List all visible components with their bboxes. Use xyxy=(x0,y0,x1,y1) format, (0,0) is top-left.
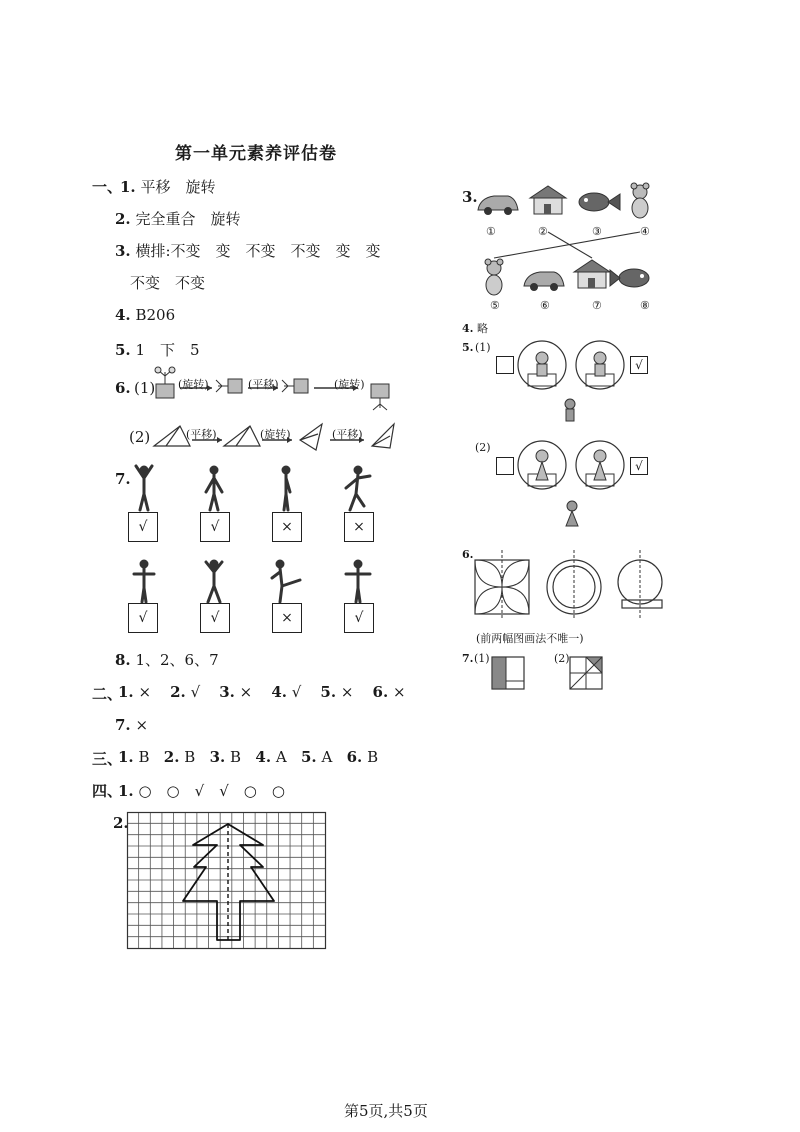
q7-row2-box-2: √ xyxy=(200,603,230,633)
q6-arrow2-label: (平移) xyxy=(248,378,279,391)
section-4-label: 四、 xyxy=(92,782,123,800)
section-2-item-7: 7. × xyxy=(115,716,149,734)
person-hands-head-icon xyxy=(206,561,222,602)
tree-grid-figure xyxy=(127,812,327,950)
q7-row1-box-2: √ xyxy=(200,512,230,542)
bear-icon-2 xyxy=(485,259,503,295)
page-title: 第一单元素养评估卷 xyxy=(175,144,337,164)
right-q5-part2: (2) xyxy=(475,441,491,454)
section-2-answers: 1. × 2. √ 3. × 4. √ 5. × 6. × xyxy=(118,683,406,701)
house-icon xyxy=(530,186,566,214)
q5-figure-2 xyxy=(512,440,632,532)
q7-row2-figures xyxy=(130,560,380,604)
q6-arrow1-label: (旋转) xyxy=(178,378,209,391)
right-q5-num: 5. xyxy=(462,341,474,354)
q7-row1-box-3: × xyxy=(272,512,302,542)
q1-3-cont: 不变 不变 xyxy=(130,274,206,292)
boy-small-icon xyxy=(565,399,575,421)
flowerpot-1-icon xyxy=(155,367,175,398)
fish-icon-2 xyxy=(610,269,649,287)
q7-row2-box-1: √ xyxy=(128,603,158,633)
q1-8: 8. 1、2、6、7 xyxy=(115,651,219,669)
section-4-q1: 1. ○ ○ √ √ ○ ○ xyxy=(118,782,285,800)
match-label-4: ④ xyxy=(640,225,650,238)
q6-arrow3-label: (旋转) xyxy=(334,378,365,391)
person-arms-up-icon xyxy=(136,466,152,510)
q1-5: 5. 1 下 5 xyxy=(115,341,200,359)
section-3-answers: 1. B 2. B 3. B 4. A 5. A 6. B xyxy=(118,748,379,766)
matching-figure xyxy=(474,182,658,312)
match-label-3: ③ xyxy=(592,225,602,238)
q5-check-box-1: √ xyxy=(630,356,648,374)
person-standing-icon xyxy=(206,467,222,510)
q5-figure-1 xyxy=(512,340,632,430)
q1-1: 1. 平移 旋转 xyxy=(120,178,216,196)
right-q3-num: 3. xyxy=(462,188,478,206)
person-arms-out-icon xyxy=(134,561,154,602)
section-1-label: 一、 xyxy=(92,178,123,196)
section-2-label: 二、 xyxy=(92,685,123,703)
right-q7-part2: (2) xyxy=(554,652,570,665)
boy-icon xyxy=(536,352,548,376)
match-label-5: ⑤ xyxy=(490,299,500,312)
match-label-7: ⑦ xyxy=(592,299,602,312)
match-label-1: ① xyxy=(486,225,496,238)
q1-3: 3. 横排:不变 变 不变 不变 变 变 xyxy=(115,242,381,260)
q7-row2-box-4: √ xyxy=(344,603,374,633)
right-q7-num: 7. xyxy=(462,652,474,665)
right-q6-num: 6. xyxy=(462,548,474,561)
q5-check-box-2: √ xyxy=(630,457,648,475)
match-label-6: ⑥ xyxy=(540,299,550,312)
page-footer: 第5页,共5页 xyxy=(344,1102,428,1120)
section-4-q2-num: 2. xyxy=(113,814,129,832)
person-dancing-icon xyxy=(346,467,370,510)
right-q4: 4. 略 xyxy=(462,322,488,335)
q1-6-num: 6. xyxy=(115,379,131,397)
girl-icon-2 xyxy=(594,450,606,480)
girl-small-icon xyxy=(566,501,578,526)
boy-icon-2 xyxy=(594,352,606,376)
q1-6-part2: (2) xyxy=(129,428,151,446)
q6-arrow4-label: (平移) xyxy=(186,428,217,441)
q6-arrow5-label: (旋转) xyxy=(260,428,291,441)
q7-row1-box-4: × xyxy=(344,512,374,542)
q1-7-num: 7. xyxy=(115,470,131,488)
q7-row1-box-1: √ xyxy=(128,512,158,542)
q1-4: 4. B206 xyxy=(115,306,176,324)
right-q5-part1: (1) xyxy=(475,341,491,354)
person-t-pose-icon xyxy=(346,561,370,602)
girl-icon xyxy=(536,450,548,480)
right-q7-part1: (1) xyxy=(474,652,490,665)
q6-arrow6-label: (平移) xyxy=(332,428,363,441)
match-label-8: ⑧ xyxy=(640,299,650,312)
section-3-label: 三、 xyxy=(92,750,123,768)
match-label-2: ② xyxy=(538,225,548,238)
car-icon-2 xyxy=(524,272,564,291)
fish-icon xyxy=(579,193,620,211)
bear-icon xyxy=(631,183,649,218)
person-side-icon xyxy=(283,467,290,510)
person-kick-icon xyxy=(272,561,300,602)
car-icon xyxy=(478,196,518,215)
q1-2: 2. 完全重合 旋转 xyxy=(115,210,241,228)
symmetry-figures xyxy=(470,548,670,620)
q7-shapes xyxy=(490,655,610,695)
q7-row1-figures xyxy=(130,466,380,512)
q7-row2-box-3: × xyxy=(272,603,302,633)
q1-6-part1: (1) xyxy=(134,379,156,397)
q6-note: (前两幅图画法不唯一) xyxy=(476,632,584,645)
house-icon-2 xyxy=(574,260,610,288)
